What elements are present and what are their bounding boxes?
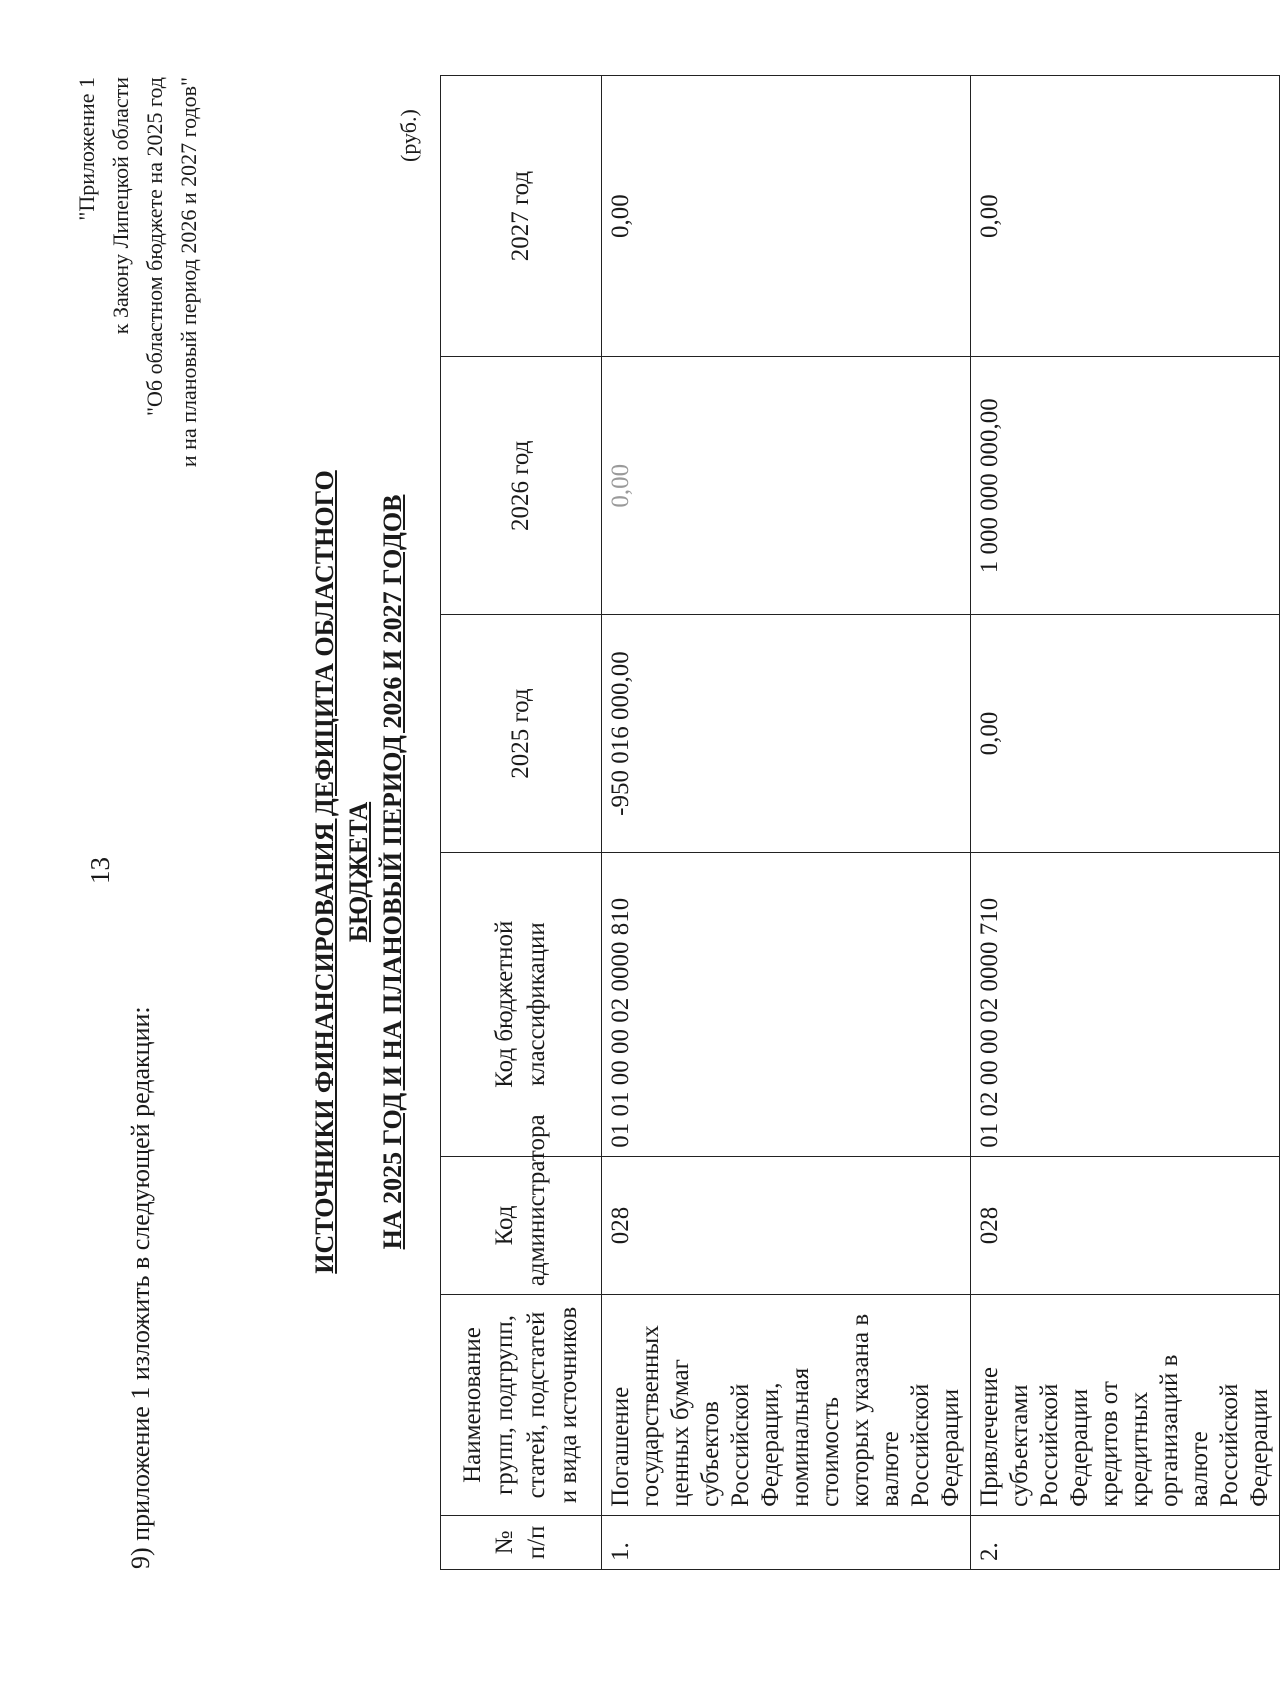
- intro-text: 9) приложение 1 изложить в следующей редакции:: [126, 1006, 155, 1569]
- cell-admin: 028: [602, 1156, 971, 1294]
- appendix-line-1: "Приложение 1: [74, 77, 99, 221]
- cell-code: 01 01 00 00 02 0000 810: [602, 852, 971, 1156]
- header-2025: 2025 год: [441, 615, 602, 852]
- cell-2025: 0,00: [971, 615, 1280, 852]
- sources-table: [440, 75, 1280, 1570]
- cell-2025: -950 016 000,00: [602, 615, 971, 852]
- cell-num: 1.: [602, 1515, 971, 1569]
- header-name: Наименование групп, подгрупп, статей, подстатей и вида источников: [441, 1295, 602, 1516]
- table-header-row: [441, 76, 602, 1570]
- table-row: [971, 76, 1280, 1570]
- header-num: № п/п: [441, 1515, 602, 1569]
- cell-num: 2.: [971, 1515, 1280, 1569]
- header-code: Код бюджетной классификации: [441, 852, 602, 1156]
- title-line-2: НА 2025 ГОД И НА ПЛАНОВЫЙ ПЕРИОД 2026 И 2027 ГОДОВ: [378, 494, 407, 1250]
- header-2026: 2026 год: [441, 357, 602, 615]
- cell-2026: 1 000 000 000,00: [971, 357, 1280, 615]
- appendix-line-2: к Закону Липецкой области: [108, 77, 133, 335]
- appendix-header: [70, 77, 206, 617]
- title-line-1: ИСТОЧНИКИ ФИНАНСИРОВАНИЯ ДЕФИЦИТА ОБЛАСТНОГО БЮДЖЕТА: [310, 470, 373, 1274]
- table-row: [602, 76, 971, 1570]
- cell-admin: 028: [971, 1156, 1280, 1294]
- appendix-line-4: и на плановый период 2026 и 2027 годов": [176, 77, 201, 468]
- cell-code: 01 02 00 00 02 0000 710: [971, 852, 1280, 1156]
- cell-2026: 0,00: [602, 357, 971, 615]
- header-admin: Код администратора: [441, 1156, 602, 1294]
- cell-name: Погашение государственных ценных бумаг субъектов Российской Федерации, номинальная стоимость которых указана в валюте Российской Федерации: [602, 1295, 971, 1516]
- appendix-line-3: "Об областном бюджете на 2025 год: [142, 77, 167, 416]
- page-number: 13: [85, 857, 115, 884]
- header-2027: 2027 год: [441, 76, 602, 357]
- cell-2027: 0,00: [971, 76, 1280, 357]
- cell-name: Привлечение субъектами Российской Федерации кредитов от кредитных организаций в валюте Российской Федерации: [971, 1295, 1280, 1516]
- document-title: [308, 447, 410, 1297]
- cell-2027: 0,00: [602, 76, 971, 357]
- currency-unit: (руб.): [396, 109, 421, 162]
